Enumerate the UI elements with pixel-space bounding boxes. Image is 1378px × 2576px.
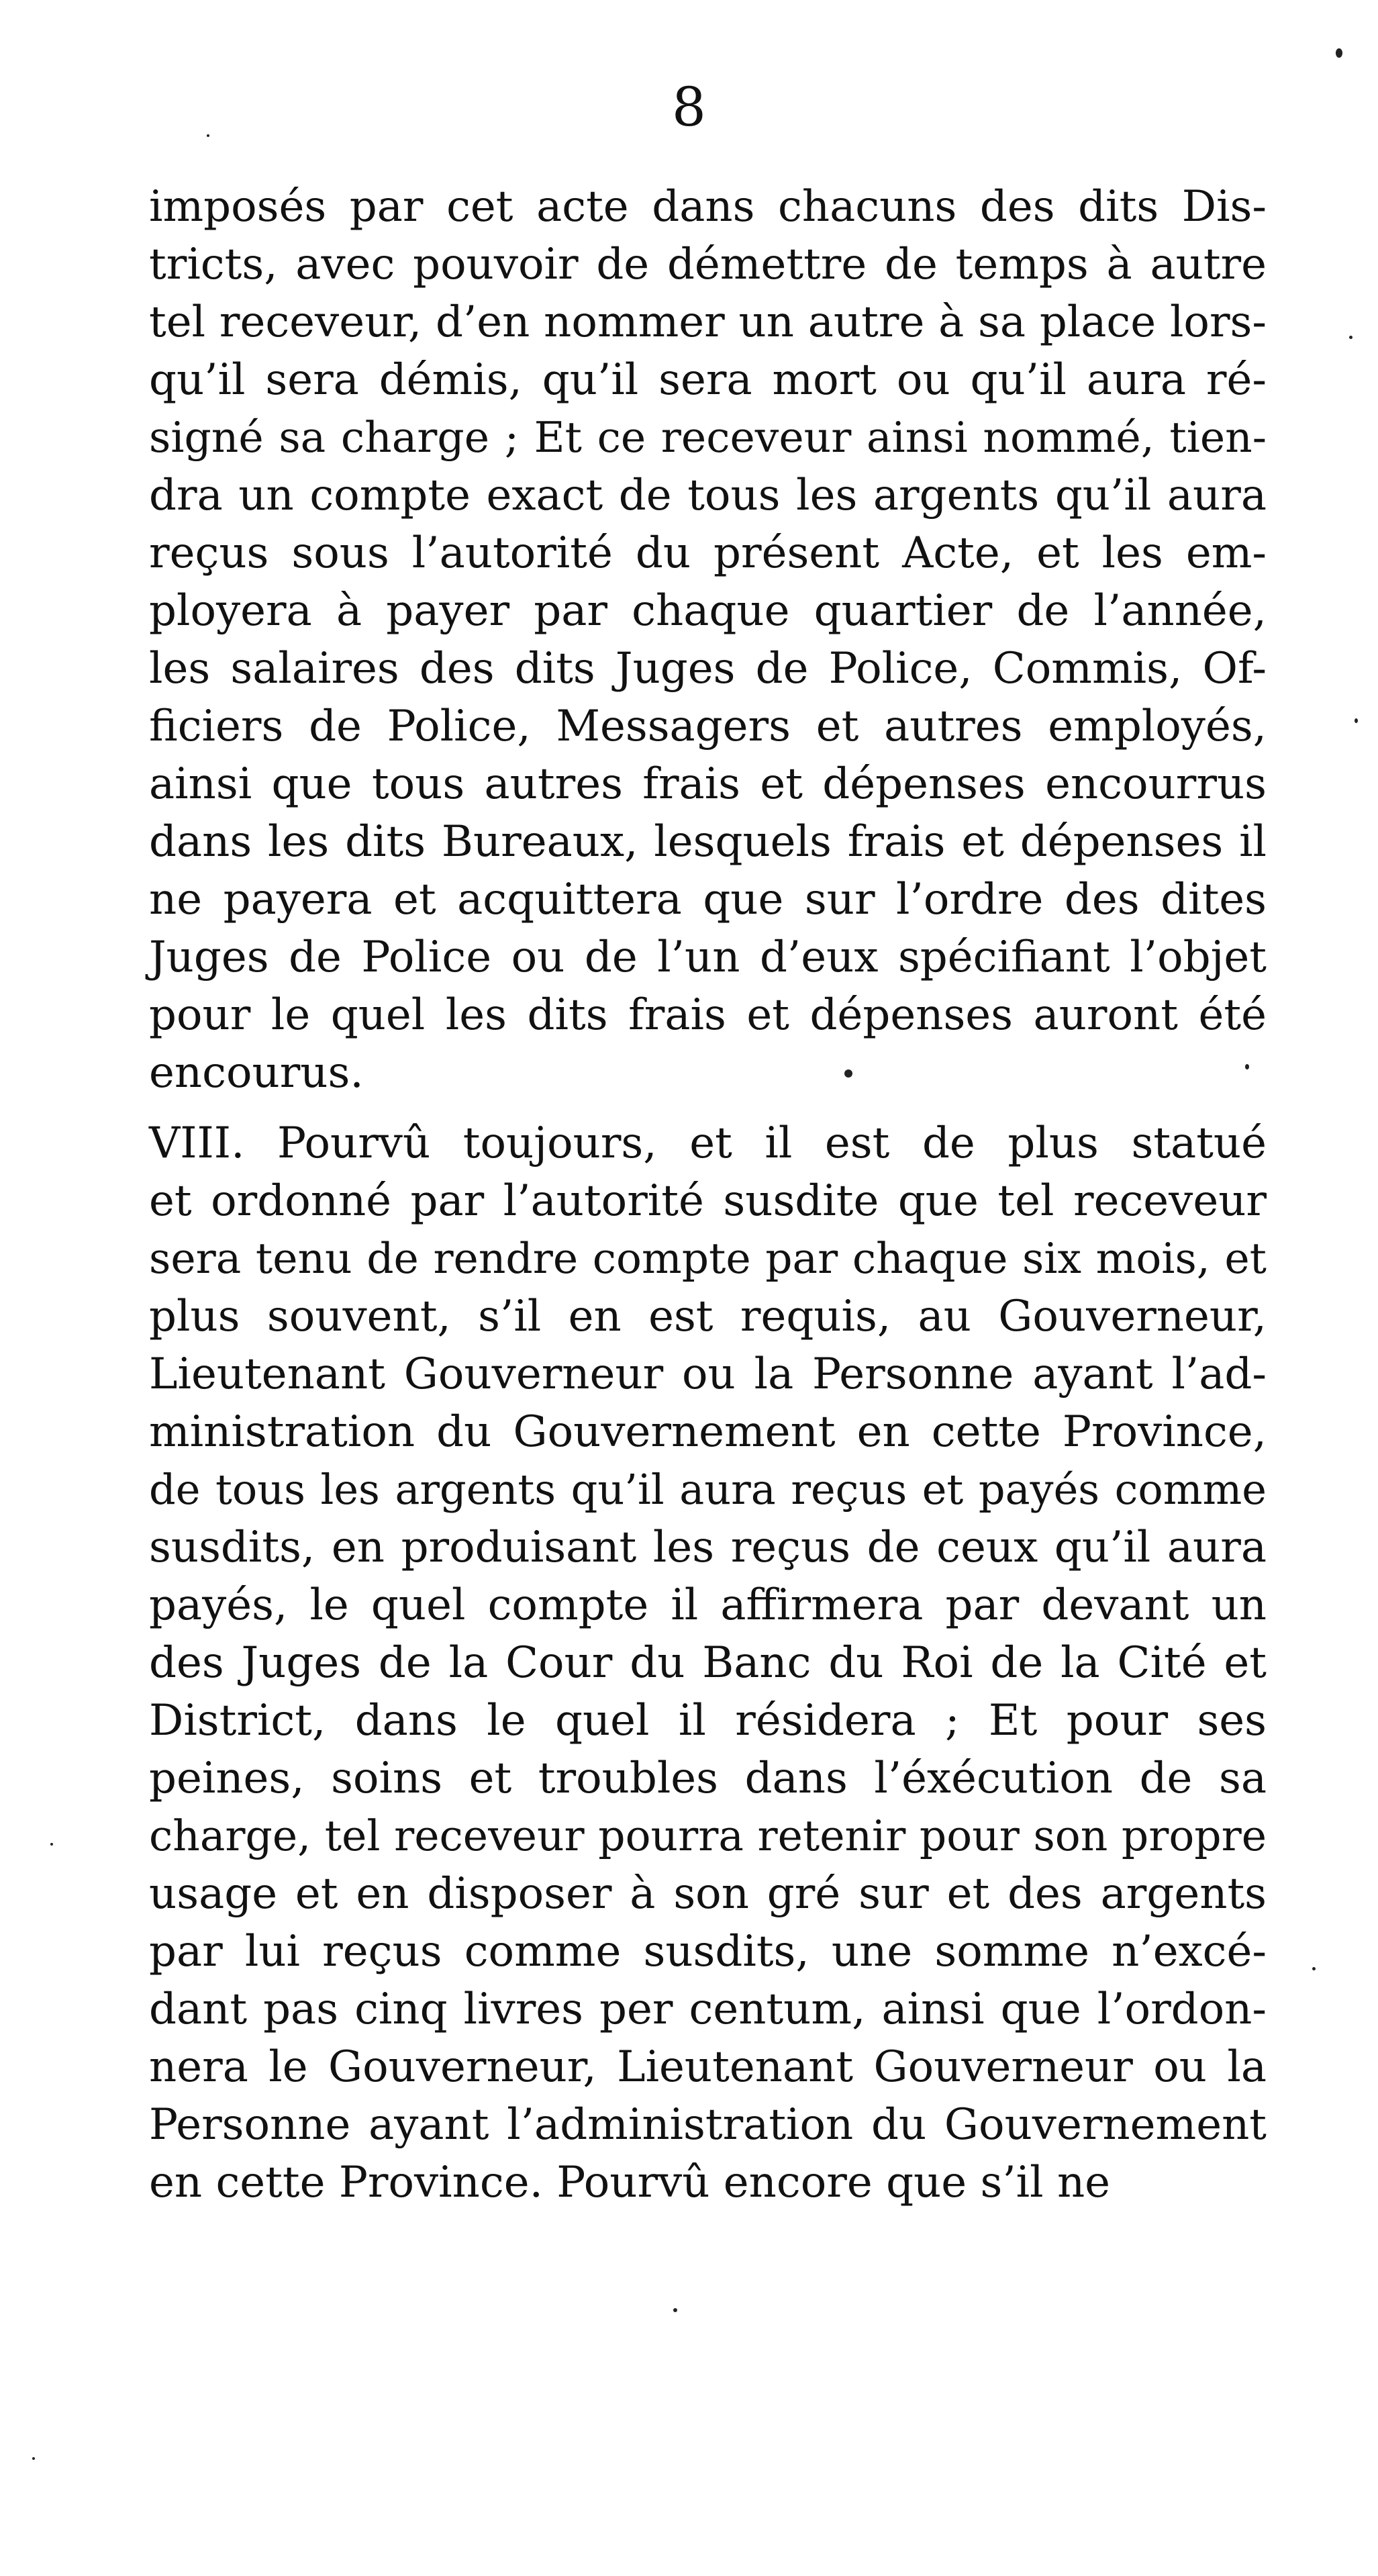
text-line: payés, le quel compte il affirmera par devant un xyxy=(149,1580,1267,1630)
text-line: tel receveur, d’en nommer un autre à sa place lors- xyxy=(149,297,1267,347)
text-line: ployera à payer par chaque quartier de l’année, xyxy=(149,586,1267,636)
speck xyxy=(1355,718,1358,723)
text-line: dant pas cinq livres per centum, ainsi que l’ordon- xyxy=(149,1985,1267,2034)
text-line: charge, tel receveur pourra retenir pour son propre xyxy=(149,1811,1267,1860)
speck xyxy=(1336,48,1342,58)
text-line: et ordonné par l’autorité susdite que tel receveur xyxy=(149,1176,1267,1226)
text-line: qu’il sera démis, qu’il sera mort ou qu’il aura ré- xyxy=(149,355,1267,405)
text-line: par lui reçus comme susdits, une somme n’excé- xyxy=(149,1927,1267,1976)
text-line: Personne ayant l’administration du Gouvernement xyxy=(149,2100,1267,2150)
paragraph-1 xyxy=(149,178,1267,1102)
text-line: ministration du Gouvernement en cette Province, xyxy=(149,1407,1267,1457)
text-line: tricts, avec pouvoir de démettre de temps à autre xyxy=(149,240,1267,289)
text-line: ficiers de Police, Messagers et autres employés, xyxy=(149,702,1267,751)
text-line: District, dans le quel il résidera ; Et pour ses xyxy=(149,1696,1267,1746)
text-line: signé sa charge ; Et ce receveur ainsi nommé, tien- xyxy=(149,413,1267,462)
text-line: nera le Gouverneur, Lieutenant Gouverneur ou la xyxy=(149,2042,1267,2092)
text-line: dra un compte exact de tous les argents qu’il aura xyxy=(149,471,1267,520)
speck xyxy=(207,134,209,137)
text-line: VIII. Pourvû toujours, et il est de plus statué xyxy=(149,1118,1267,1168)
text-line: ainsi que tous autres frais et dépenses encourrus xyxy=(149,759,1267,809)
text-line: susdits, en produisant les reçus de ceux qu’il aura xyxy=(149,1523,1267,1572)
text-line: dans les dits Bureaux, lesquels frais et dépenses il xyxy=(149,817,1267,867)
text-line: de tous les argents qu’il aura reçus et payés comme xyxy=(149,1465,1267,1514)
text-line: imposés par cet acte dans chacuns des dits Dis- xyxy=(149,182,1267,232)
text-line: sera tenu de rendre compte par chaque six mois, et xyxy=(149,1234,1267,1283)
speck xyxy=(50,1843,53,1846)
speck xyxy=(844,1069,852,1078)
page-number: 8 xyxy=(672,76,706,138)
text-line: Juges de Police ou de l’un d’eux spécifiant l’objet xyxy=(149,933,1267,982)
text-line: Lieutenant Gouverneur ou la Personne ayant l’ad- xyxy=(149,1349,1267,1399)
text-line: plus souvent, s’il en est requis, au Gouverneur, xyxy=(149,1292,1267,1341)
text-line: pour le quel les dits frais et dépenses auront été xyxy=(149,990,1267,1040)
speck xyxy=(1245,1064,1249,1069)
speck xyxy=(673,2308,677,2312)
speck xyxy=(32,2457,35,2460)
text-line: peines, soins et troubles dans l’éxécution de sa xyxy=(149,1754,1267,1803)
paragraph-2 xyxy=(149,1114,1267,2211)
text-line: usage et en disposer à son gré sur et des argents xyxy=(149,1869,1267,1919)
text-line: reçus sous l’autorité du présent Acte, et les em- xyxy=(149,528,1267,578)
text-line: en cette Province. Pourvû encore que s’il ne xyxy=(149,2158,1111,2207)
text-line: les salaires des dits Juges de Police, Commis, Of- xyxy=(149,644,1267,694)
text-line: encourus. xyxy=(149,1048,364,1098)
speck xyxy=(1349,336,1352,339)
text-line: des Juges de la Cour du Banc du Roi de la Cité et xyxy=(149,1638,1267,1688)
text-line: ne payera et acquittera que sur l’ordre des dites xyxy=(149,875,1267,924)
speck xyxy=(1312,1967,1316,1970)
